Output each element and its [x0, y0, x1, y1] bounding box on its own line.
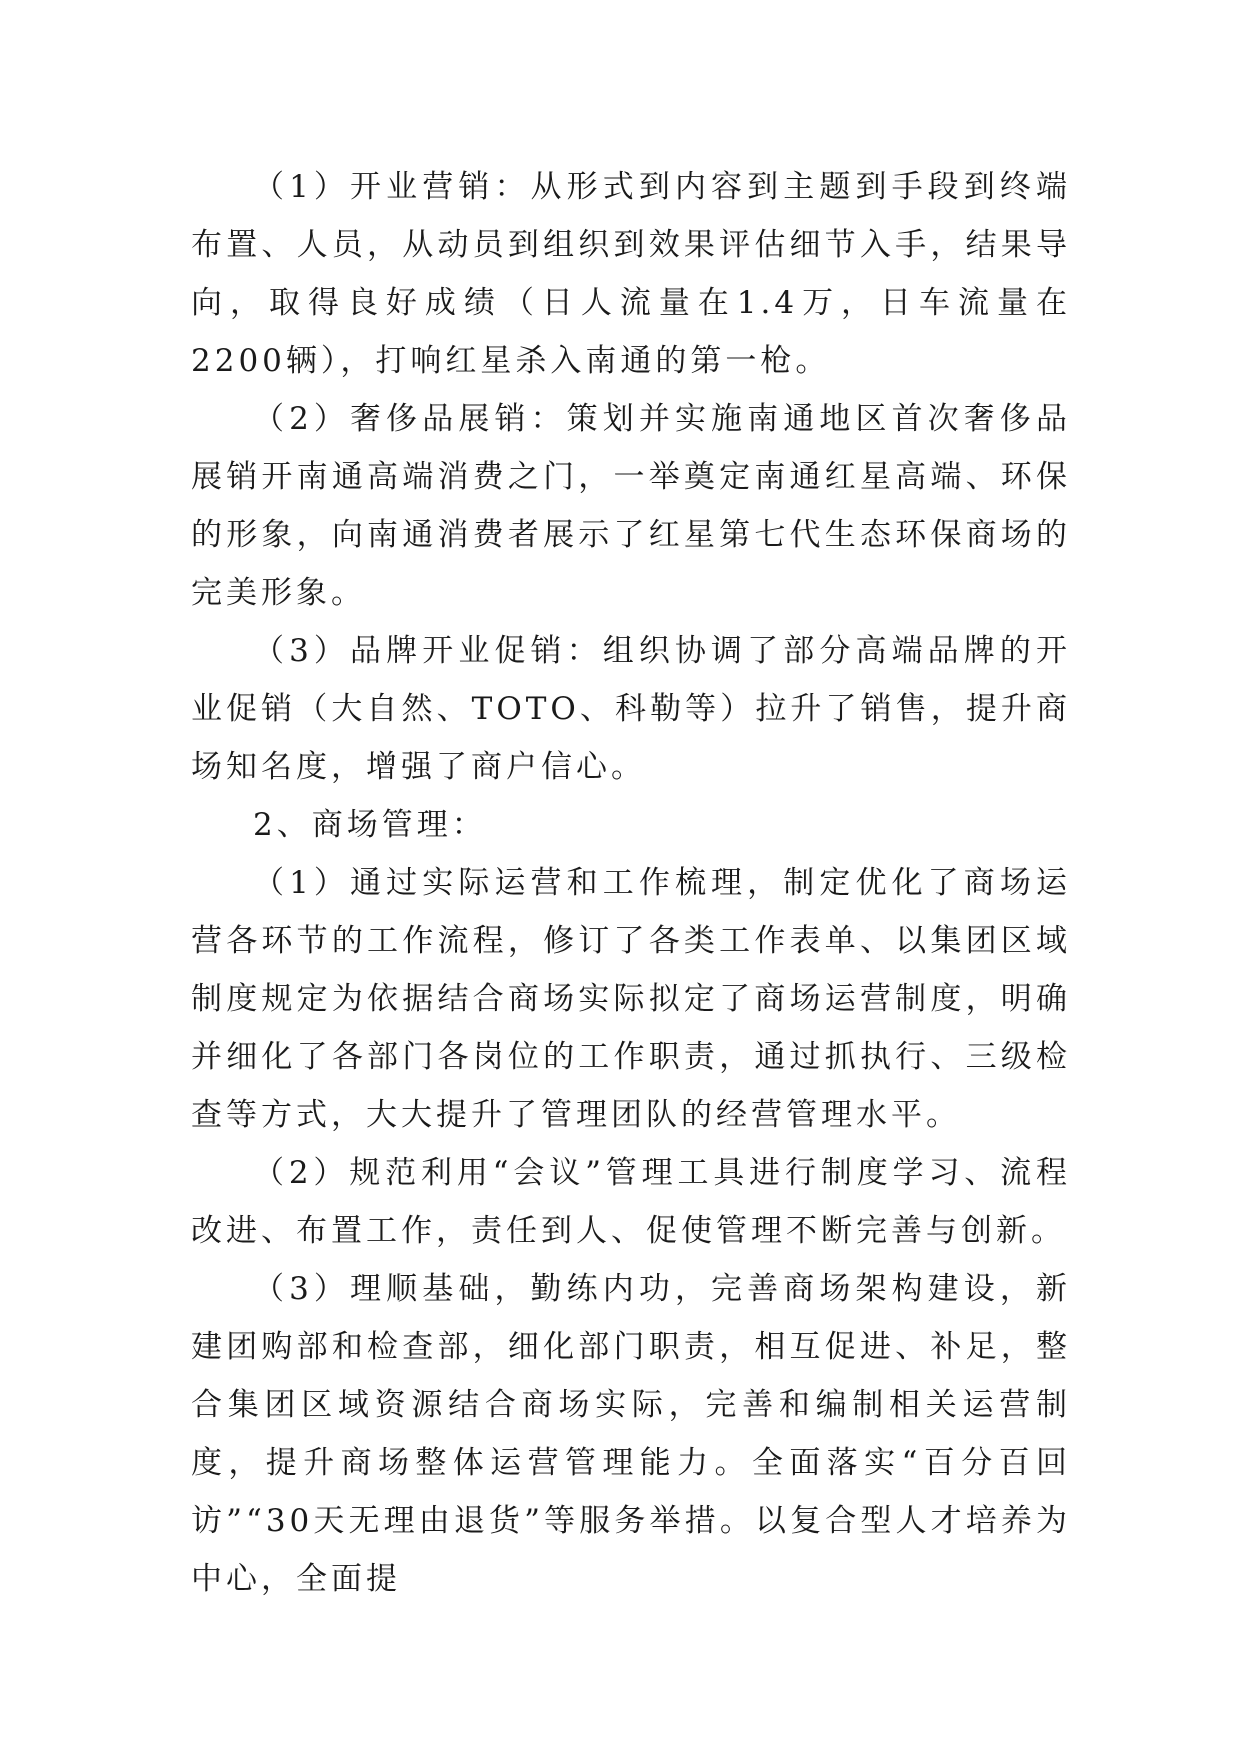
- paragraph-opening-marketing: （1）开业营销：从形式到内容到主题到手段到终端布置、人员，从动员到组织到效果评估细节入手，结果导向，取得良好成绩（日人流量在1.4万，日车流量在2200辆），打响红星杀入南通的第一枪。: [191, 169, 1071, 379]
- paragraph-brand-promotion: （3）品牌开业促销：组织协调了部分高端品牌的开业促销（大自然、TOTO、科勒等）拉升了销售，提升商场知名度，增强了商户信心。: [191, 633, 1071, 785]
- paragraph-infrastructure: （3）理顺基础，勤练内功，完善商场架构建设，新建团购部和检查部，细化部门职责，相互促进、补足，整合集团区域资源结合商场实际，完善和编制相关运营制度，提升商场整体运营管理能力。全面落实“百分百回访”“30天无理由退货”等服务举措。以复合型人才培养为中心，全面提: [191, 1271, 1071, 1597]
- section-heading-mall-management: 2、商场管理：: [253, 807, 487, 843]
- paragraph-meeting-tools: （2）规范利用“会议”管理工具进行制度学习、流程改进、布置工作，责任到人、促使管理不断完善与创新。: [191, 1155, 1071, 1249]
- paragraph-operations-process: （1）通过实际运营和工作梳理，制定优化了商场运营各环节的工作流程，修订了各类工作表单、以集团区域制度规定为依据结合商场实际拟定了商场运营制度，明确并细化了各部门各岗位的工作职责，通过抓执行、三级检查等方式，大大提升了管理团队的经营管理水平。: [191, 865, 1071, 1133]
- document-body: [191, 158, 1071, 1608]
- paragraph-luxury-exhibition: （2）奢侈品展销：策划并实施南通地区首次奢侈品展销开南通高端消费之门，一举奠定南通红星高端、环保的形象，向南通消费者展示了红星第七代生态环保商场的完美形象。: [191, 401, 1071, 611]
